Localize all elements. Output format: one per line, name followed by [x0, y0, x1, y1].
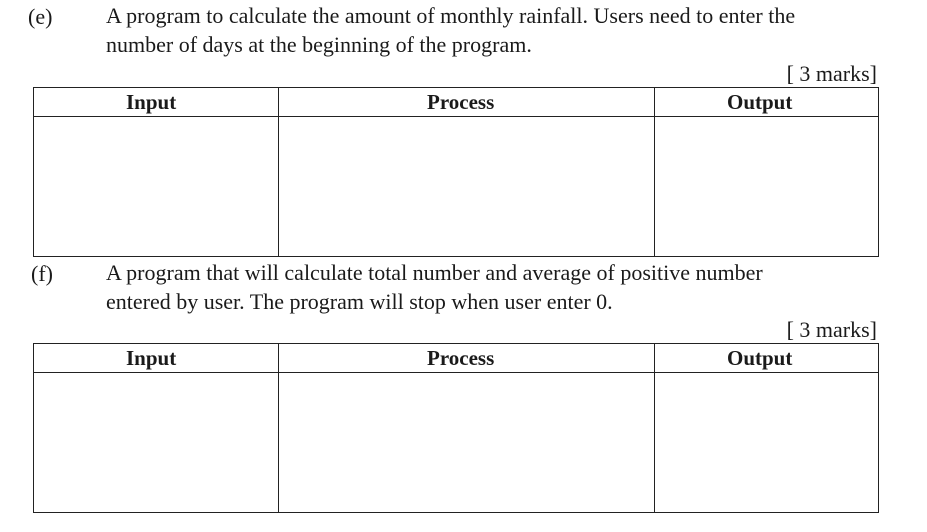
marks-label: [ 3 marks]: [786, 61, 877, 86]
question-label: (e): [28, 4, 53, 29]
column-divider: [654, 88, 655, 256]
question-text-line1: A program to calculate the amount of monthly rainfall. Users need to enter the: [106, 3, 796, 28]
question-text-line2: number of days at the beginning of the program.: [106, 32, 532, 57]
column-divider: [278, 344, 279, 512]
header-process: Process: [427, 90, 495, 114]
header-input: Input: [126, 90, 177, 114]
output-cell[interactable]: [657, 374, 877, 512]
header-output: Output: [727, 90, 793, 114]
column-divider: [278, 88, 279, 256]
question-text-line1: A program that will calculate total number and average of positive number: [106, 260, 763, 285]
input-cell[interactable]: [36, 118, 276, 256]
header-process: Process: [427, 346, 495, 370]
column-divider: [654, 344, 655, 512]
output-cell[interactable]: [657, 118, 877, 256]
process-cell[interactable]: [281, 118, 652, 256]
process-cell[interactable]: [281, 374, 652, 512]
marks-label: [ 3 marks]: [786, 317, 877, 342]
input-cell[interactable]: [36, 374, 276, 512]
header-output: Output: [727, 346, 793, 370]
ipo-table: [33, 343, 879, 513]
ipo-table: [33, 87, 879, 257]
question-label: (f): [31, 261, 53, 286]
header-input: Input: [126, 346, 177, 370]
question-text-line2: entered by user. The program will stop when user enter 0.: [106, 289, 613, 314]
